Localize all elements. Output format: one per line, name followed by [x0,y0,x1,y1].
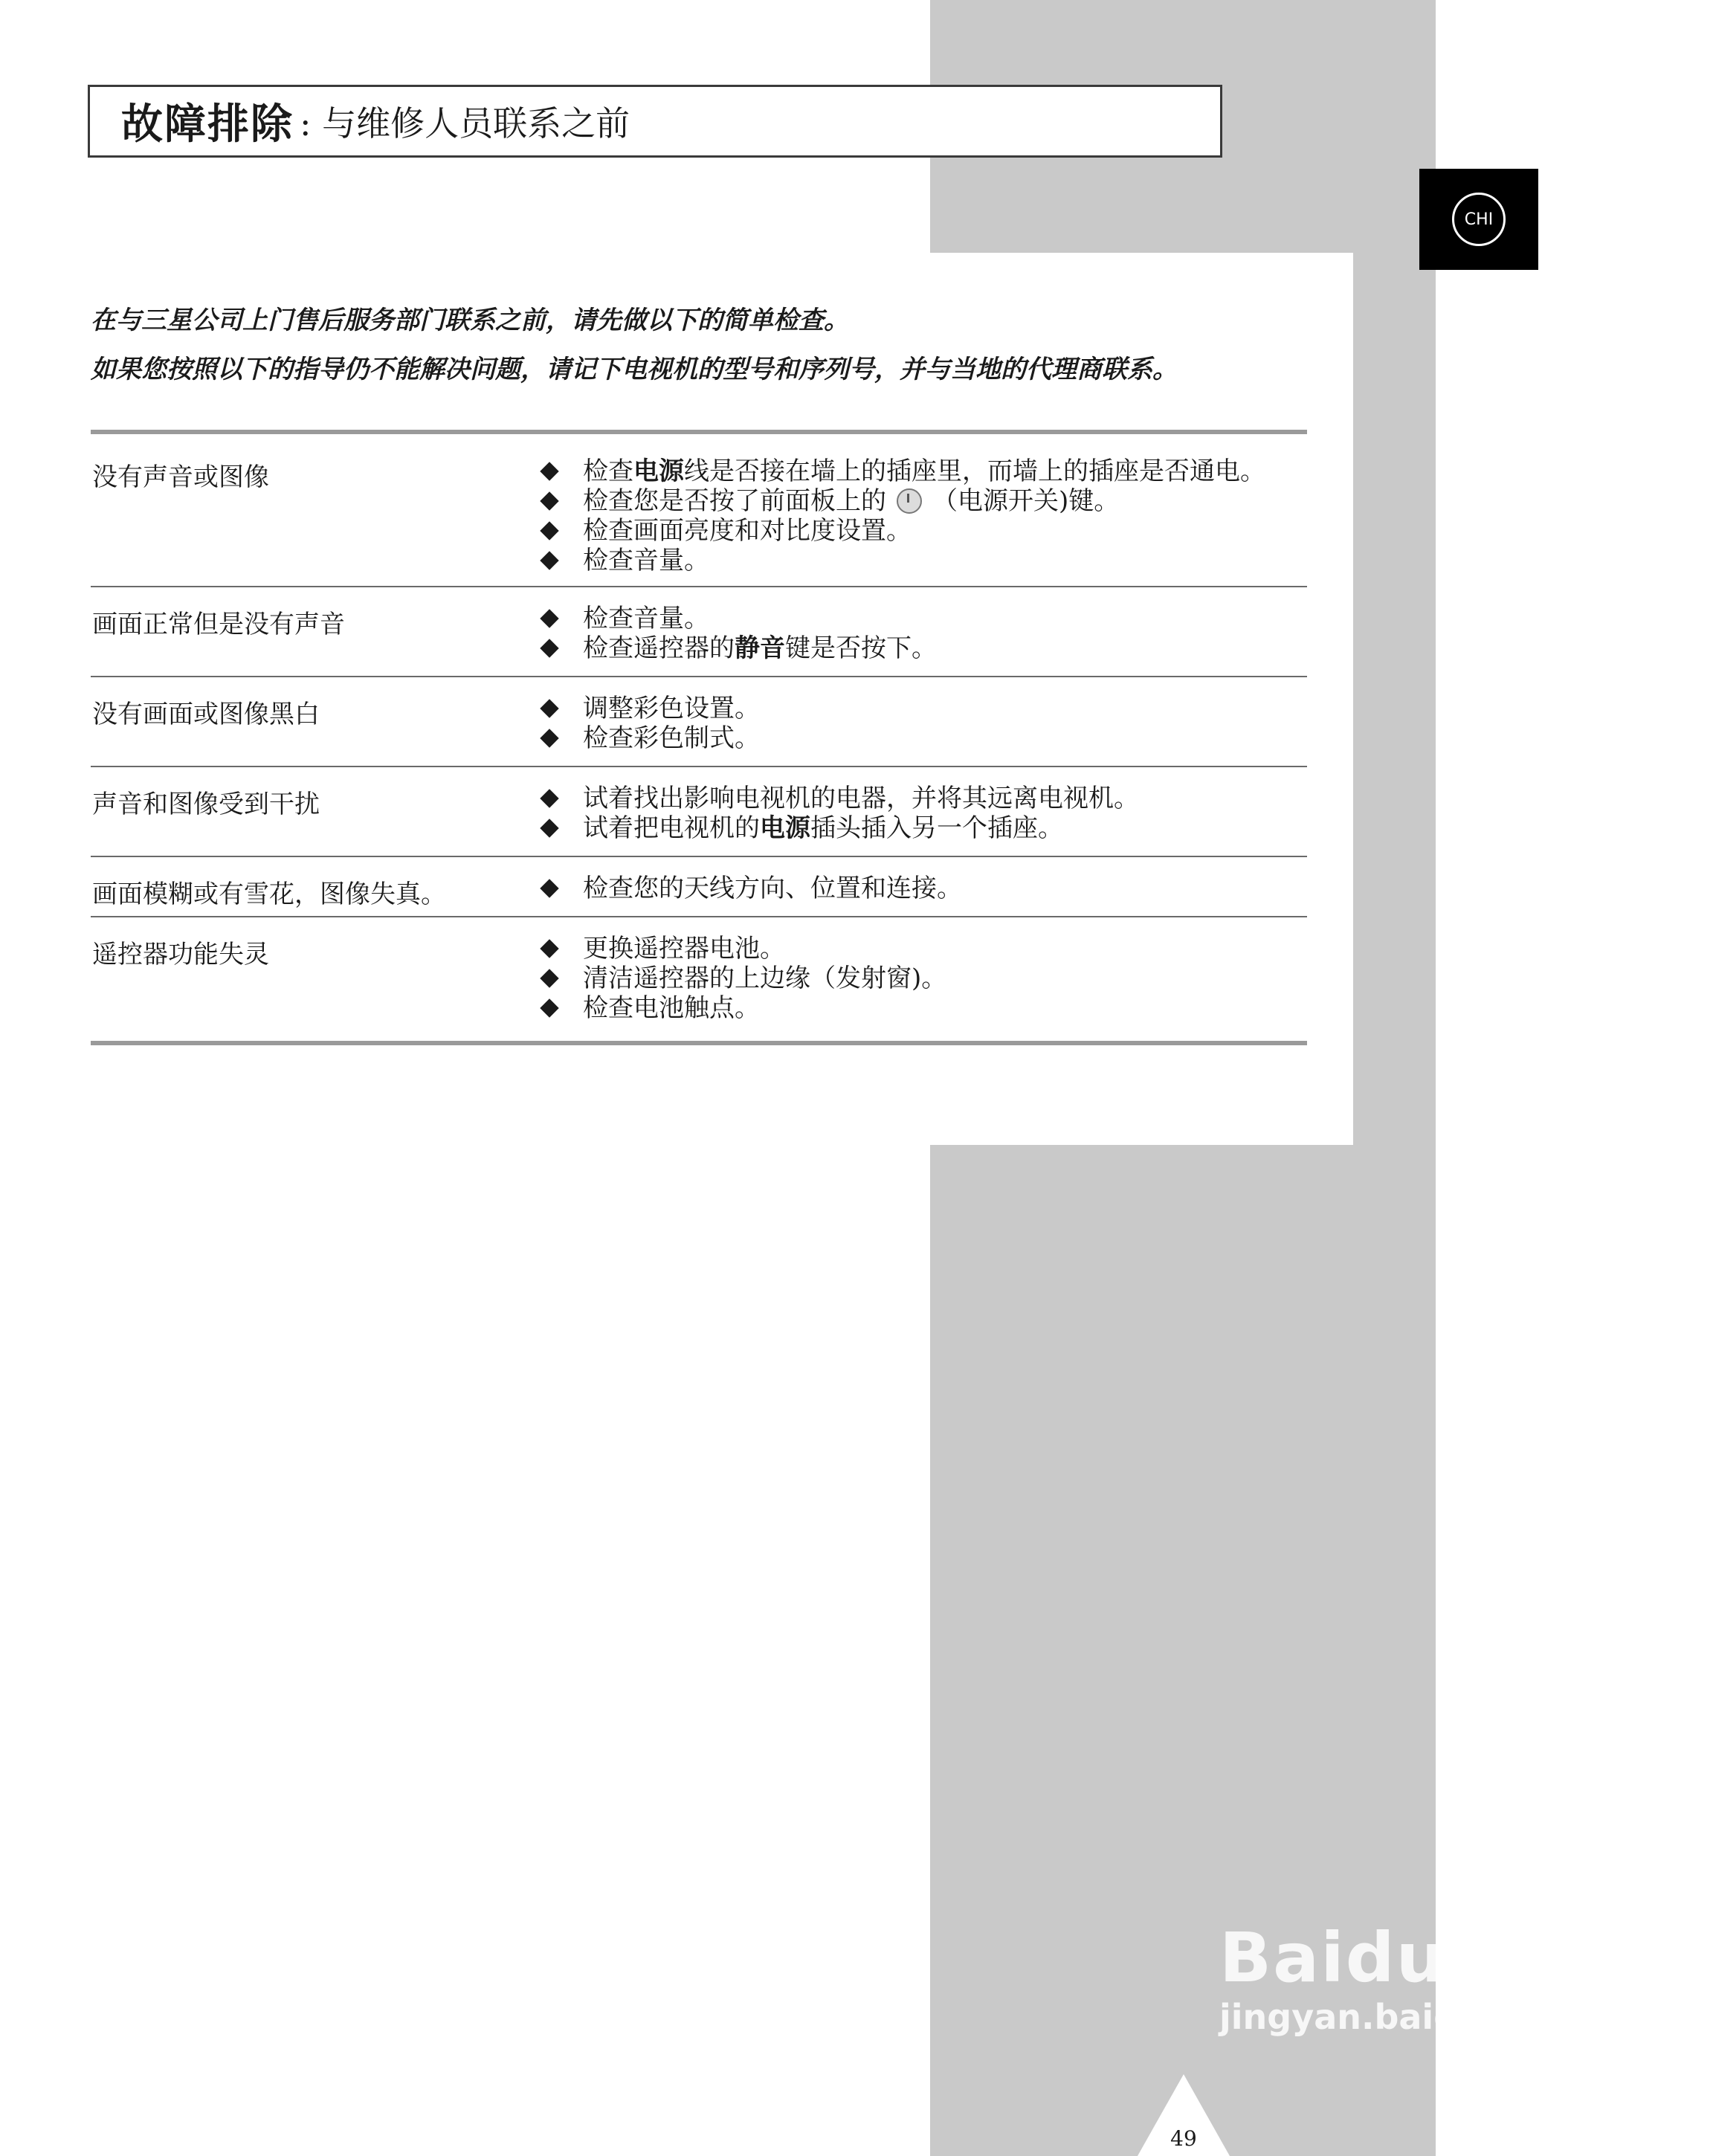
bullet-diamond-icon [540,609,558,627]
table-row [91,587,1307,677]
bullet-diamond-icon [540,699,558,717]
list-item: 检查遥控器的 静音 键是否按下。 [534,633,1307,663]
page-subtitle: : 与维修人员联系之前 [300,103,630,143]
page-title: 故障排除 [121,100,294,149]
solution-list [534,456,1307,586]
table-row [91,434,1307,587]
list-item: 检查 电源 线是否接在墙上的插座里，而墙上的插座是否通电。 [534,456,1307,486]
watermark-logo: Baidu 经验 [1219,1918,1612,1998]
list-item: 检查音量。 [534,546,1307,575]
list-item: 更换遥控器电池。 [534,934,1307,964]
problem-label: 遥控器功能失灵 [92,940,269,969]
list-item: 调整彩色设置。 [534,694,1307,723]
troubleshooting-table [91,430,1307,1045]
watermark-url: jingyan.baidu.com [1219,1997,1575,2037]
bullet-diamond-icon [540,819,558,837]
list-item: 试着把电视机的 电源 插头插入另一个插座。 [534,813,1307,843]
solution-list [534,784,1307,856]
bullet-diamond-icon [540,491,558,510]
list-item: 检查电池触点。 [534,993,1307,1023]
bullet-diamond-icon [540,969,558,987]
table-row [91,857,1307,917]
list-item: 检查彩色制式。 [534,723,1307,753]
table-row [91,917,1307,1041]
intro-line-2: 如果您按照以下的指导仍不能解决问题，请记下电视机的型号和序列号，并与当地的代理商联系。 [91,355,1178,384]
problem-label: 没有画面或图像黑白 [92,700,320,729]
power-button-icon [897,488,922,514]
problem-label: 画面模糊或有雪花，图像失真。 [92,879,446,909]
solution-list [534,874,1307,916]
problem-label: 没有声音或图像 [92,462,269,492]
intro-line-1: 在与三星公司上门售后服务部门联系之前，请先做以下的简单检查。 [91,306,849,335]
list-item: 检查您的天线方向、位置和连接。 [534,874,1307,903]
table-row [91,767,1307,857]
list-item: 检查音量。 [534,604,1307,633]
bullet-diamond-icon [540,521,558,540]
problem-label: 声音和图像受到干扰 [92,790,320,819]
list-item: 清洁遥控器的上边缘（发射窗)。 [534,964,1307,993]
list-item: 检查您是否按了前面板上的 （电源开关)键。 [534,486,1307,516]
page-number: 49 [1170,2126,1197,2151]
list-item: 试着找出影响电视机的电器，并将其远离电视机。 [534,784,1307,813]
intro-text [91,296,1178,394]
bullet-diamond-icon [540,551,558,569]
solution-list [534,604,1307,676]
list-item: 检查画面亮度和对比度设置。 [534,516,1307,546]
language-badge: CHI [1452,193,1506,246]
bullet-diamond-icon [540,462,558,480]
title-box [88,85,1222,158]
bullet-diamond-icon [540,939,558,958]
bullet-diamond-icon [540,998,558,1017]
solution-list [534,934,1307,1041]
problem-label: 画面正常但是没有声音 [92,610,345,639]
bullet-diamond-icon [540,879,558,897]
table-row [91,677,1307,767]
language-tab [1419,169,1538,270]
bullet-diamond-icon [540,789,558,807]
bullet-diamond-icon [540,729,558,747]
solution-list [534,694,1307,766]
bullet-diamond-icon [540,639,558,657]
baidu-watermark [1219,1903,1611,2037]
